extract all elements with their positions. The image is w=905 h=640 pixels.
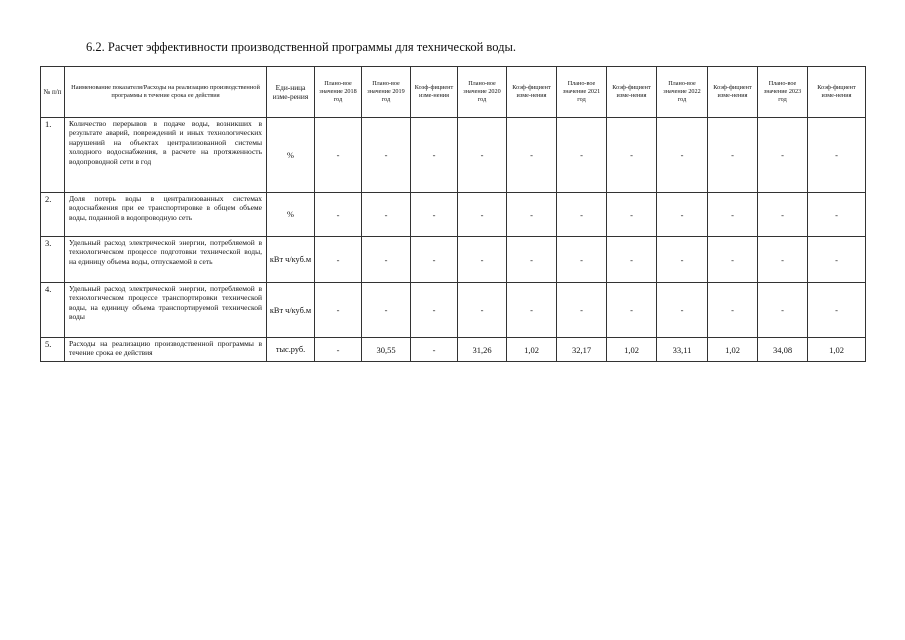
header-cell-plan-2019: Плано-вое значение 2019 год <box>362 67 411 118</box>
value-cell: - <box>411 118 458 193</box>
value-cell: - <box>758 237 808 283</box>
value-cell: - <box>808 283 866 338</box>
row-number-cell: 3. <box>41 237 65 283</box>
row-number-cell: 4. <box>41 283 65 338</box>
value-cell: - <box>557 237 607 283</box>
value-cell: - <box>607 237 657 283</box>
value-cell: - <box>657 118 708 193</box>
header-cell-plan-2021: Плано-вое значение 2021 год <box>557 67 607 118</box>
value-cell: - <box>808 237 866 283</box>
value-cell: - <box>758 193 808 237</box>
value-cell: - <box>557 118 607 193</box>
table-row <box>41 283 866 338</box>
value-cell: - <box>411 283 458 338</box>
value-cell: 30,55 <box>362 338 411 362</box>
value-cell: - <box>808 118 866 193</box>
table-row <box>41 237 866 283</box>
header-cell-plan-2023: Плано-вое значение 2023 год <box>758 67 808 118</box>
unit-cell: кВт ч/куб.м <box>267 237 315 283</box>
value-cell: - <box>411 193 458 237</box>
table-row <box>41 193 866 237</box>
value-cell: - <box>708 283 758 338</box>
value-cell: - <box>362 193 411 237</box>
header-cell-name: Наименование показателя/Расходы на реализацию производственной программы в течение срока ее действия <box>65 67 267 118</box>
table-row <box>41 338 866 362</box>
value-cell: - <box>557 283 607 338</box>
value-cell: - <box>708 118 758 193</box>
value-cell: - <box>607 118 657 193</box>
unit-cell: % <box>267 193 315 237</box>
value-cell: 1,02 <box>808 338 866 362</box>
value-cell: - <box>458 237 507 283</box>
header-cell-coef-2019: Коэф-фициент изме-нения <box>411 67 458 118</box>
value-cell: - <box>458 283 507 338</box>
header-cell-plan-2022: Плано-вое значение 2022 год <box>657 67 708 118</box>
value-cell: - <box>507 237 557 283</box>
value-cell: - <box>458 118 507 193</box>
value-cell: - <box>411 237 458 283</box>
value-cell: - <box>315 338 362 362</box>
value-cell: 1,02 <box>607 338 657 362</box>
value-cell: - <box>315 237 362 283</box>
value-cell: - <box>607 193 657 237</box>
row-number-cell: 5. <box>41 338 65 362</box>
table-row <box>41 118 866 193</box>
value-cell: - <box>657 283 708 338</box>
value-cell: 32,17 <box>557 338 607 362</box>
value-cell: - <box>557 193 607 237</box>
value-cell: - <box>315 118 362 193</box>
value-cell: - <box>607 283 657 338</box>
value-cell: - <box>657 193 708 237</box>
value-cell: 31,26 <box>458 338 507 362</box>
table-header-row <box>41 67 866 118</box>
unit-cell: тыс.руб. <box>267 338 315 362</box>
header-cell-plan-2018: Плано-вое значение 2018 год <box>315 67 362 118</box>
unit-cell: кВт ч/куб.м <box>267 283 315 338</box>
value-cell: - <box>657 237 708 283</box>
value-cell: - <box>362 118 411 193</box>
value-cell: 34,08 <box>758 338 808 362</box>
indicator-name-cell: Расходы на реализацию производственной программы в течение срока ее действия <box>65 338 267 362</box>
header-cell-plan-2020: Плано-вое значение 2020 год <box>458 67 507 118</box>
row-number-cell: 1. <box>41 118 65 193</box>
indicator-name-cell: Доля потерь воды в централизованных системах водоснабжения при ее транспортировке в общем объеме воды, поданной в водопроводную сеть <box>65 193 267 237</box>
row-number-cell: 2. <box>41 193 65 237</box>
value-cell: - <box>315 283 362 338</box>
value-cell: - <box>507 283 557 338</box>
header-cell-number: № п/п <box>41 67 65 118</box>
value-cell: - <box>507 118 557 193</box>
header-cell-unit: Еди-ница изме-рения <box>267 67 315 118</box>
indicator-name-cell: Количество перерывов в подаче воды, возникших в результате аварий, повреждений и иных технологических нарушений на объектах централизованной системы холодного водоснабжения, в расчете на протяженность водопроводной сети в год <box>65 118 267 193</box>
value-cell: 1,02 <box>507 338 557 362</box>
value-cell: - <box>315 193 362 237</box>
value-cell: - <box>362 283 411 338</box>
value-cell: - <box>708 237 758 283</box>
page-title: 6.2. Расчет эффективности производственной программы для технической воды. <box>86 40 517 54</box>
header-cell-coef-2020: Коэф-фициент изме-нения <box>507 67 557 118</box>
header-cell-coef-2022: Коэф-фициент изме-нения <box>708 67 758 118</box>
value-cell: 33,11 <box>657 338 708 362</box>
value-cell: 1,02 <box>708 338 758 362</box>
value-cell: - <box>362 237 411 283</box>
value-cell: - <box>458 193 507 237</box>
value-cell: - <box>708 193 758 237</box>
value-cell: - <box>411 338 458 362</box>
indicator-name-cell: Удельный расход электрической энергии, потребляемой в технологическом процессе транспортировки технической воды, на единицу объема транспортируемой технической воды <box>65 283 267 338</box>
value-cell: - <box>758 118 808 193</box>
value-cell: - <box>808 193 866 237</box>
header-cell-coef-2021: Коэф-фициент изме-нения <box>607 67 657 118</box>
value-cell: - <box>758 283 808 338</box>
header-cell-coef-2023: Коэф-фициент изме-нения <box>808 67 866 118</box>
unit-cell: % <box>267 118 315 193</box>
indicator-name-cell: Удельный расход электрической энергии, потребляемой в технологическом процессе подготовки технической воды, на единицу объема воды, отпускаемой в сеть <box>65 237 267 283</box>
efficiency-table <box>40 66 866 362</box>
value-cell: - <box>507 193 557 237</box>
